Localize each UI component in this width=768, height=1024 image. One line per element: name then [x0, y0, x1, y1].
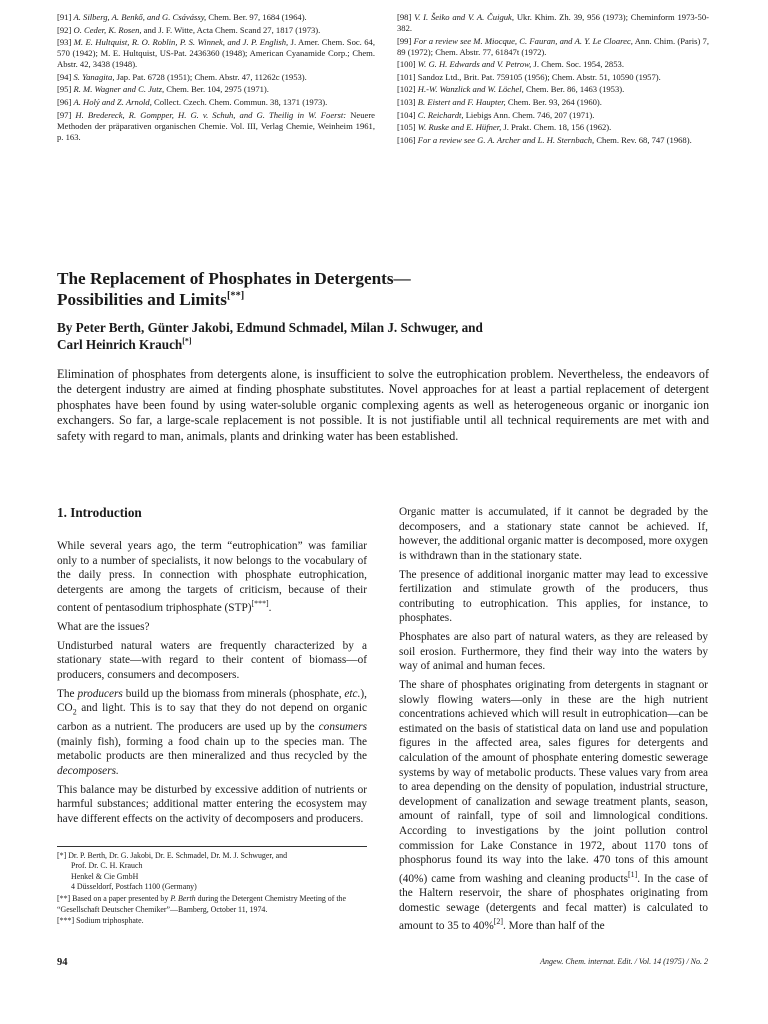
author-list: By Peter Berth, Günter Jakobi, Edmund Schmadel, Milan J. Schwuger, and Carl Heinrich Krauch[*] [57, 320, 483, 352]
reference-item: [105] W. Ruske and E. Hüfner, J. Prakt. Chem. 18, 156 (1962). [397, 122, 612, 133]
footnote-marker: [***] [251, 599, 269, 609]
reference-item: [93] M. E. Hultquist, R. O. Roblin, P. S. Winnek, and J. P. English, J. Amer. Chem. Soc. 64, 570 (1942); M. E. Hultquist, US-Pat. 2436360 (1948); American Cyanamide Corp.; Chem. Abstr. 42, 3438 (1948). [57, 37, 375, 70]
reference-item: [97] H. Bredereck, R. Gompper, H. G. v. Schuh, and G. Theilig in W. Foerst: Neuere Methoden der präparativen organischen Chemie. Vol. III, Verlag Chemie, Weinheim 1961, p. 163. [57, 109, 375, 142]
paragraph: Undisturbed natural waters are frequently characterized by a stationary state—with regard to their content of biomass—of producers, consumers and decomposers. [57, 639, 367, 681]
paragraph: The presence of additional inorganic matter may lead to excessive fertilization and stimulate growth of the producers, thus contributing to eutrophication. This applies, for instance, to phosphates. [399, 568, 708, 625]
footnote: [**] Based on a paper presented by P. Berth during the Detergent Chemistry Meeting of the “Gesellschaft Deutscher Chemiker”—Bamberg, October 11, 1974. [57, 894, 346, 914]
reference-item: [98] V. I. Šeiko and V. A. Čuiguk, Ukr. Khim. Zh. 39, 956 (1973); Cheminform 1973-50-382. [397, 12, 710, 33]
footnotes [57, 846, 367, 928]
paragraph: This balance may be disturbed by excessive addition of nutrients or harmful substances; additional matter entering the ecosystem may have different effects on the activity of decomposers and producers. [57, 783, 367, 825]
reference-item: [103] B. Eistert and F. Haupter, Chem. Ber. 93, 264 (1960). [397, 96, 602, 107]
reference-item: [92] O. Ceder, K. Rosen, and J. F. Witte, Acta Chem. Scand 27, 1817 (1973). [57, 24, 321, 35]
reference-item: [96] A. Holý and Z. Arnold, Collect. Czech. Chem. Commun. 38, 1371 (1973). [57, 96, 328, 107]
footnote-marker: [*] [182, 336, 192, 346]
citation-marker: [2] [493, 917, 503, 927]
footnote-marker: [**] [227, 290, 245, 302]
reference-item: [94] S. Yanagita, Jap. Pat. 6728 (1951); Chem. Abstr. 47, 11262c (1953). [57, 71, 307, 82]
reference-item: [95] R. M. Wagner and C. Jutz, Chem. Ber. 104, 2975 (1971). [57, 84, 269, 95]
journal-citation: Angew. Chem. internat. Edit. / Vol. 14 (1975) / No. 2 [540, 957, 708, 966]
reference-item: [91] A. Silberg, A. Benkő, and G. Csávássy, Chem. Ber. 97, 1684 (1964). [57, 12, 307, 22]
section-heading: 1. Introduction [57, 505, 142, 520]
reference-item: [100] W. G. H. Edwards and V. Petrow, J. Chem. Soc. 1954, 2853. [397, 59, 624, 70]
paragraph: The share of phosphates originating from detergents in stagnant or slowly flowing waters—only in these are the high nutrient concentrations achieved which will result in eutrophication—can be estimated on the basis of statistical data on land use and population figures in the affected area, sales figures for detergents and calculation of the amount of phosphate entering domestic sewerage systems by way of metabolic products. These values vary from area to area depending on the density of population, industrial structure, development of canalization and sewage treatment plants, season, amount of rainfall, type of soil and limnological conditions. According to investigations by the joint pollution control commission for Lake Constance in 1972, about 1170 tons of phosphorus found its way into the lake. 470 tons of this amount (40%) came from washing and cleaning products[1]. In the case of the Haltern reservoir, the share of phosphates originating from domestic sewage (detergents and fecal matter) is calculated to amount to 35 to 40%[2]. More than half of the [399, 679, 708, 933]
reference-item: [101] Sandoz Ltd., Brit. Pat. 759105 (1956); Chem. Abstr. 51, 10590 (1957). [397, 71, 661, 82]
page-number: 94 [57, 957, 68, 968]
reference-item: [106] For a review see G. A. Archer and L. H. Sternbach, Chem. Rev. 68, 747 (1968). [397, 134, 692, 145]
right-column [399, 505, 708, 938]
paragraph: While several years ago, the term “eutrophication” was familiar only to a number of specialists, it now belongs to the vocabulary of the daily press. In connection with phosphate eutrophication, detergents are among the targets of criticism, because of their content of pentasodium triphosphate (STP)[***]. [57, 540, 367, 615]
article-title: The Replacement of Phosphates in Detergents— Possibilities and Limits[**] [57, 269, 411, 309]
footnote: [***] Sodium triphosphate. [57, 916, 144, 926]
reference-list-right [397, 12, 709, 147]
paragraph: Organic matter is accumulated, if it cannot be degraded by the decomposers, and a stationary state cannot be achieved. If, however, the additional organic matter is decomposed, more oxygen is withdrawn than in the stationary state. [399, 506, 708, 562]
abstract: Elimination of phosphates from detergents alone, is insufficient to solve the eutrophication problem. Nevertheless, the endeavors of the detergent industry are aimed at finding phosphate substitutes. Novel approaches for at least a partial replacement of detergent phosphates have been found by using water-soluble organic complexing agents as well as heterogeneous organic or inorganic ion exchangers. So far, a large-scale replacement is not possible. It is not justifiable until all technical requirements are met with and safety with regard to man, animals, plants and drinking water has been established. [57, 367, 709, 443]
reference-item: [104] C. Reichardt, Liebigs Ann. Chem. 746, 207 (1971). [397, 109, 595, 120]
paragraph: Phosphates are also part of natural waters, as they are released by soil erosion. Furthermore, they find their way into the waters by way of animal and human feces. [399, 631, 708, 673]
reference-item: [99] For a review see M. Miocque, C. Fauran, and A. Y. Le Cloarec, Ann. Chim. (Paris) 7, 89 (1972); Chem. Abstr. 77, 61847t (1972). [397, 35, 709, 57]
reference-item: [102] H.-W. Wanzlick and W. Löchel, Chem. Ber. 86, 1463 (1953). [397, 84, 625, 95]
left-column [57, 505, 367, 831]
reference-list-left [57, 12, 375, 144]
citation-marker: [1] [627, 869, 638, 879]
paragraph: The producers build up the biomass from minerals (phosphate, etc.), $CO_2$ and light. This is to say that they do not depend on organic carbon as a nutrient. The producers are used up by the consumers (mainly fish), forming a food chain up to the species man. The metabolic products are then mineralized and thus recycled by the decomposers. [57, 687, 367, 777]
footnote: [*] Dr. P. Berth, Dr. G. Jakobi, Dr. E. Schmadel, Dr. M. J. Schwuger, and Prof. Dr. C. H. Krauch Henkel & Cie GmbH 4 Düsseldorf, Postfach 1100 (Germany) [57, 851, 288, 892]
paragraph: What are the issues? [57, 620, 150, 633]
